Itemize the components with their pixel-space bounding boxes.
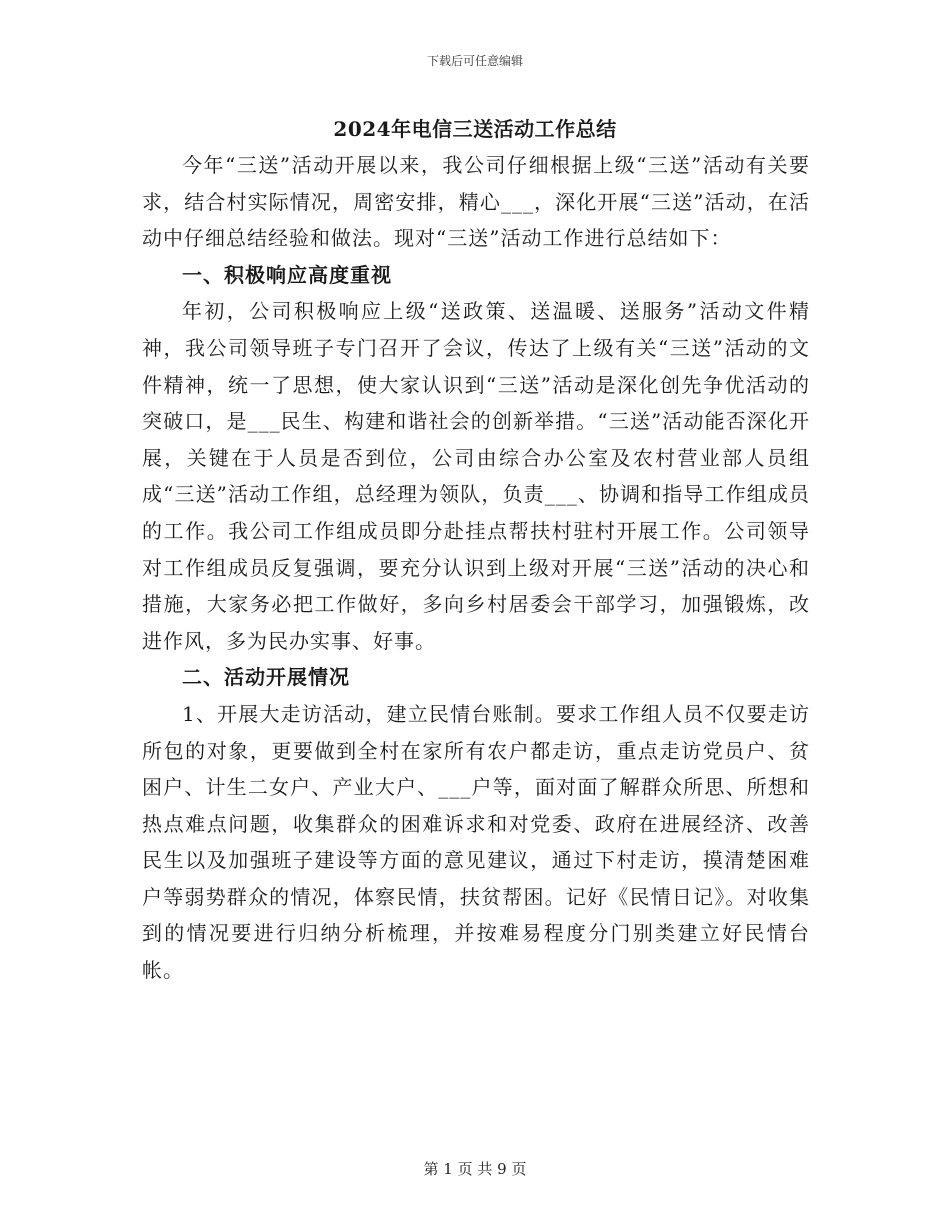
page-number: 第 1 页 共 9 页 — [423, 1160, 527, 1178]
header-note: 下载后可任意编辑 — [426, 54, 523, 68]
section-2-heading: 二、活动开展情况 — [182, 665, 350, 690]
section-1-heading: 一、积极响应高度重视 — [182, 262, 392, 287]
intro-paragraph: 今年“三送”活动开展以来，我公司仔细根据上级“三送”活动有关要求，结合村实际情况，周密安排，精心___，深化开展“三送”活动，在活动中仔细总结经验和做法。现对“三送”活动工作进行总结如下： — [142, 153, 810, 251]
document-title: 2024年电信三送活动工作总结 — [333, 117, 617, 141]
document-body — [142, 147, 810, 989]
section-1-paragraph: 年初，公司积极响应上级“送政策、送温暖、送服务”活动文件精神，我公司领导班子专门召开了会议，传达了上级有关“三送”活动的文件精神，统一了思想，使大家认识到“三送”活动是深化创先争优活动的突破口，是___民生、构建和谐社会的创新举措。“三送”活动能否深化开展，关键在于人员是否到位，公司由综合办公室及农村营业部人员组成“三送”活动工作组，总经理为领队，负责___、协调和指导工作组成员的工作。我公司工作组成员即分赴挂点帮扶村驻村开展工作。公司领导对工作组成员反复强调，要充分认识到上级对开展“三送”活动的决心和措施，大家务必把工作做好，多向乡村居委会干部学习，加强锻炼，改进作风，多为民办实事、好事。 — [142, 299, 810, 653]
section-2-paragraph: 1、开展大走访活动，建立民情台账制。要求工作组人员不仅要走访所包的对象，更要做到全村在家所有农户都走访，重点走访党员户、贫困户、计生二女户、产业大户、___户等，面对面了解群众所思、所想和热点难点问题，收集群众的困难诉求和对党委、政府在进展经济、改善民生以及加强班子建设等方面的意见建议，通过下村走访，摸清楚困难户等弱势群众的情况，体察民情，扶贫帮困。记好《民情日记》。对收集到的情况要进行归纳分析梳理，并按难易程度分门别类建立好民情台帐。 — [142, 701, 810, 983]
